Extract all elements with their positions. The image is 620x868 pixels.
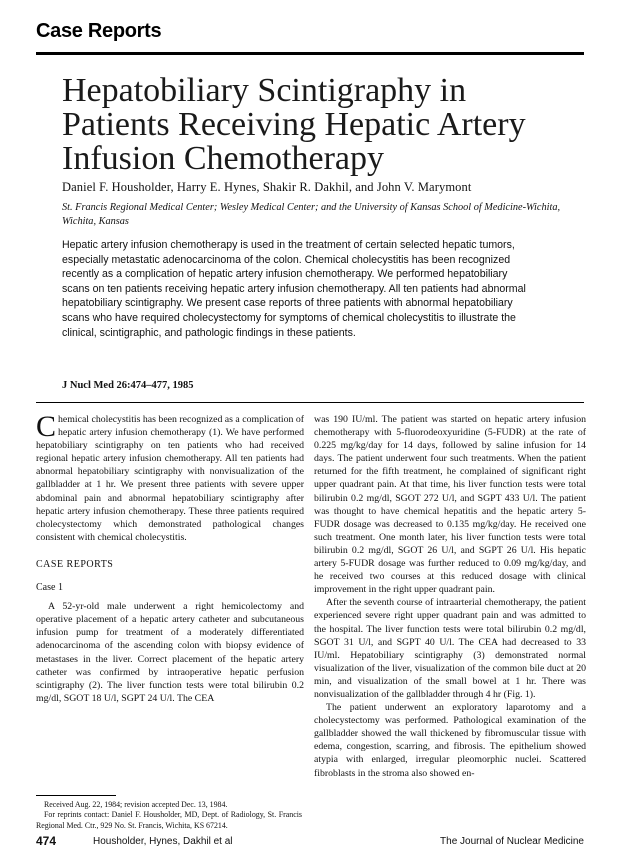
journal-name: The Journal of Nuclear Medicine [440,836,584,847]
body-column-left [36,410,304,705]
footnotes [36,800,302,831]
abstract-rule [36,402,584,403]
article-title: Hepatobiliary Scintigraphy in Patients Receiving Hepatic Artery Infusion Chemotherapy [62,72,526,177]
footnote-received: Received Aug. 22, 1984; revision accepted Dec. 13, 1984. [44,800,228,809]
running-head: Housholder, Hynes, Dakhil et al [93,836,233,847]
body-column-right [314,413,586,780]
citation: J Nucl Med 26:474–477, 1985 [62,380,194,391]
intro-paragraph [36,410,304,544]
footnote-reprints: For reprints contact: Daniel F. Housholder, MD, Dept. of Radiology, St. Francis Regional Med. Ctr., 929 No. St. Francis, Wichita, KS 67214. [36,810,302,830]
right-paragraph-1: was 190 IU/ml. The patient was started on hepatic artery infusion chemotherapy with 5-fluorodeoxyuridine (5-FUDR) at the rate of 0.225 mg/kg/day for 14 days, followed by saline infusion for 14 days. The patient underwent four such treatments. When the patient returned for the fifth treatment, he complained of significant right upper quadrant pain. At that time, his liver function tests were total bilirubin 0.2 mg/dl, SGOT 272 U/l, and SGPT 433 U/l. The patient was thought to have chemical hepatitis and the hepatic artery 5-FUDR dosage was decreased to 0.135 mg/kg/day. He received one such treatment. One month later, his liver function tests were total bilirubin 0.2 mg/dl, SGOT 26 U/l, and SGPT 26 U/l. His hepatic artery 5-FUDR dosage was further reduced to 0.09 mg/kg/day, and he received two courses at this reduced dosage with clinical improvement in the right upper quadrant pain. [314,414,586,596]
case-1-paragraph: A 52-yr-old male underwent a right hemicolectomy and operative placement of a hepatic artery catheter and subcutaneous infusion pump for treatment of a moderately differentiated adenocarcinoma of the ascending colon with biopsy evidence of metastases in the liver. Correct placement of the hepatic artery catheter was confirmed by intraoperative hepatic perfusion scintigraphy (2). The liver function tests were total bilirubin 0.2 mg/dl, SGOT 18 U/l, SGPT 24 U/l. The CEA [36,601,304,704]
case-reports-heading: CASE REPORTS [36,558,114,570]
right-paragraph-2: After the seventh course of intraarterial chemotherapy, the patient experienced severe right upper quadrant pain and was admitted to the hospital. The liver function tests were total bilirubin 0.2 mg/dl, SGOT 31 U/l, and SGPT 40 U/l. The CEA had decreased to 33 IU/ml. Hepatobiliary scintigraphy (3) demonstrated normal visualization of the liver, visualization of the common bile duct at 20 min, and visualization of the small bowel at 1 hr. There was nonvisualization of the gallbladder through 4 hr (Fig. 1). [314,597,586,700]
page-number: 474 [36,834,57,848]
affiliation: St. Francis Regional Medical Center; Wesley Medical Center; and the University of Kansas School of Medicine-Wichita, Wichita, Kansas [62,202,561,227]
section-label: Case Reports [36,20,162,42]
drop-cap: C [36,410,57,443]
header-rule [36,52,584,55]
right-paragraph-3: The patient underwent an exploratory laparotomy and a cholecystectomy was performed. Pathological examination of the gallbladder showed the wall thickened by fibromuscular tissue with edema, congestion, scarring, and fibrosis. The epithelium showed atypia with enlarged, irregular pleomorphic nuclei. Scattered fibroblasts in the stroma also showed en- [314,702,586,779]
case-1-heading: Case 1 [36,582,63,594]
footnote-rule [36,795,116,796]
abstract: Hepatic artery infusion chemotherapy is used in the treatment of certain selected hepatic tumors, especially metastatic adenocarcinoma of the colon. Chemical cholecystitis has been recognized recently as a complication of hepatic artery infusion chemotherapy. We performed hepatobiliary scans on ten patients receiving hepatic artery infusion chemotherapy. All ten patients had abnormal hepatobiliary scintigraphy. We present case reports of three patients with abnormal hepatobiliary scans who have required cholecystectomy for symptoms of chemical cholecystitis to illustrate the clinical, scintigraphic, and pathologic findings in these patients. [62,239,526,339]
intro-text: hemical cholecystitis has been recognized as a complication of hepatic artery infusion chemotherapy (1). We have performed hepatobiliary scintigraphy on ten patients who had received regional hepatic artery infusion chemotherapy. All ten patients had abnormal hepatobiliary scintigraphy with nonvisualization of the gallbladder at 1 hr. We present three patients with severe upper abdominal pain and abnormal hepatobiliary scintigraphy after hepatic artery infusion chemotherapy. These three patients required cholecystectomy which demonstrated pathological changes consistent with chemical cholecystitis. [36,414,304,543]
authors: Daniel F. Housholder, Harry E. Hynes, Shakir R. Dakhil, and John V. Marymont [62,180,472,194]
